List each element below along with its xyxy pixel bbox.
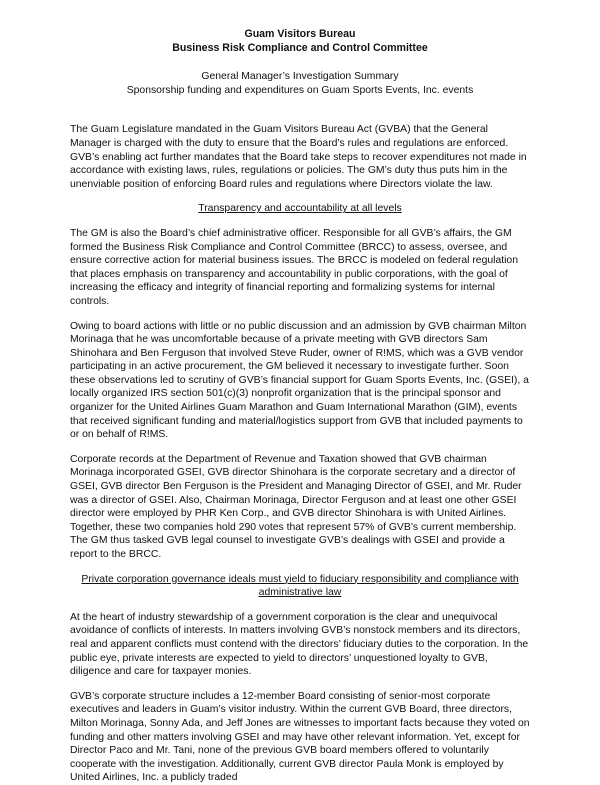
committee-name: Business Risk Compliance and Control Committee [172, 41, 428, 54]
document-header [70, 28, 530, 55]
paragraph-structure: GVB’s corporate structure includes a 12-member Board consisting of senior-most corporate executives and leaders in Guam’s visitor industry. Within the current GVB Board, three directors, Milton Morinaga, Sonny Ada, and Jeff Jones are witnesses to important facts because they voted on funding and other matters involving GSEI and may have other relevant information. Yet, except for Director Paco and Mr. Tani, none of the previous GVB board members offered to voluntarily cooperate with the investigation. Additionally, current GVB director Paula Monk is employed by United Airlines, Inc. a publicly traded [70, 690, 530, 784]
document-body [70, 123, 530, 785]
subtitle-line-2: Sponsorship funding and expenditures on Guam Sports Events, Inc. events [126, 84, 474, 96]
section-heading-transparency: Transparency and accountability at all levels [198, 203, 402, 215]
section-heading-governance: Private corporation governance ideals must yield to fiduciary responsibility and compliance with administrative law [81, 573, 519, 599]
paragraph-corporate-records: Corporate records at the Department of Revenue and Taxation showed that GVB chairman Morinaga incorporated GSEI, GVB director Shinohara is the corporate secretary and a director of GSEI, GVB director Ben Ferguson is the President and Managing Director of GSEI, and Mr. Ruder was a director of GSEI. Also, Chairman Morinaga, Director Ferguson and at least one other GSEI director were employed by PHR Ken Corp., and GVB director Shinohara is with United Airlines. Together, these two companies hold 290 votes that represent 57% of GVB’s current membership. The GM thus tasked GVB legal counsel to investigate GVB’s dealings with GSEI and provide a report to the BRCC. [70, 453, 522, 560]
paragraph-conflicts: At the heart of industry stewardship of a government corporation is the clear and unequivocal avoidance of conflicts of interests. In matters involving GVB’s nonstock members and its directors, real and apparent conflicts must contend with the directors’ fiduciary duties to the corporation. In the public eye, private interests are expected to yield to directors’ unquestioned loyalty to GVB, diligence and care for taxpayer monies. [70, 611, 529, 678]
document-subtitle [70, 70, 530, 97]
paragraph-investigation: Owing to board actions with little or no public discussion and an admission by GVB chairman Milton Morinaga that he was uncomfortable because of a private meeting with GVB directors Sam Shinohara and Ben Ferguson that involved Steve Ruder, owner of R!MS, which was a GVB vendor participating in an active procurement, the GM believed it necessary to investigate further. Soon these observations led to scrutiny of GVB’s financial support for Guam Sports Events, Inc. (GSEI), a locally organized IRS section 501(c)(3) nonprofit organization that is the principal sponsor and organizer for the United Airlines Guam Marathon and Guam International Marathon (GIM), events that received significant funding and material/logistics support from GVB that included payments to or on behalf of R!MS. [70, 320, 529, 441]
paragraph-intro: The Guam Legislature mandated in the Guam Visitors Bureau Act (GVBA) that the General Manager is charged with the duty to ensure that the Board’s rules and regulations are enforced. GVB’s enabling act further mandates that the Board take steps to recover expenditures not made in accordance with existing laws, rules, regulations or policies. The GM’s duty thus puts him in the unenviable position of enforcing Board rules and regulations where Directors violate the law. [70, 124, 527, 190]
paragraph-brcc: The GM is also the Board’s chief administrative officer. Responsible for all GVB’s affairs, the GM formed the Business Risk Compliance and Control Committee (BRCC) to assess, oversee, and ensure corrective action for material business issues. The BRCC is modeled on federal regulation that places emphasis on transparency and accountability in public corporations, with the goal of increasing the efficacy and integrity of financial reporting and formalizing systems for internal controls. [70, 227, 518, 307]
org-name: Guam Visitors Bureau [244, 28, 356, 40]
subtitle-line-1: General Manager’s Investigation Summary [201, 71, 399, 83]
